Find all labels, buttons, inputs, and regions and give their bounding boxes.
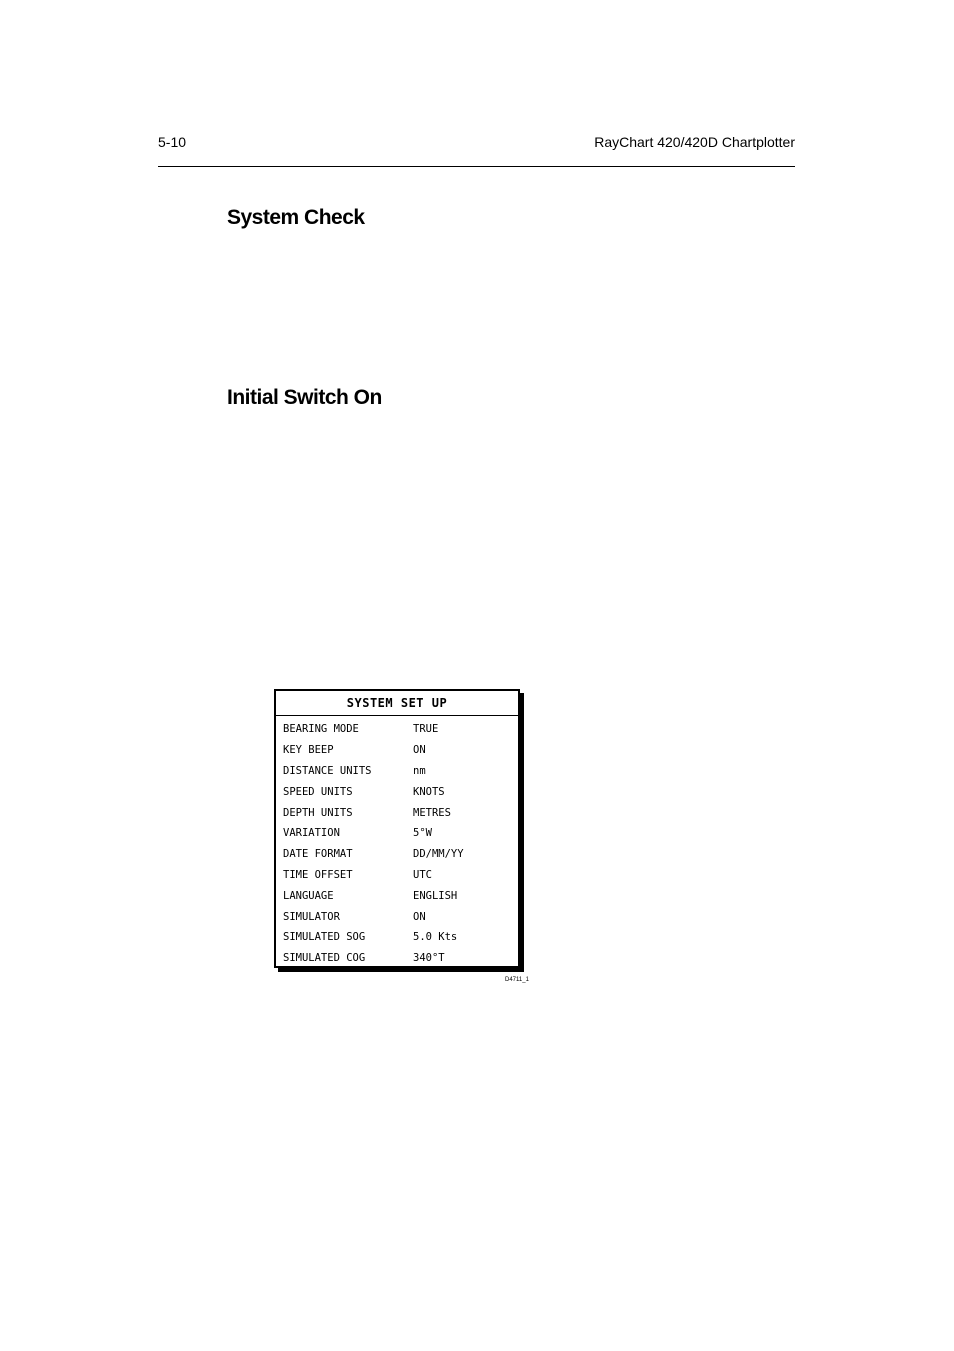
setting-value: 5°W xyxy=(413,827,432,840)
setting-label: SIMULATOR xyxy=(283,910,340,923)
setting-row-speed-units xyxy=(276,781,518,802)
setting-value: 340°T xyxy=(413,952,445,965)
setting-row-variation xyxy=(276,823,518,844)
system-set-up-screen xyxy=(274,689,520,968)
figure-id: D4711_1 xyxy=(505,977,529,983)
setting-row-simulated-cog xyxy=(276,948,518,969)
settings-list xyxy=(276,716,518,969)
setting-value: ENGLISH xyxy=(413,889,458,902)
page-number: 5-10 xyxy=(158,134,187,150)
setting-value: nm xyxy=(413,764,426,777)
setting-value: UTC xyxy=(413,868,432,881)
setting-row-language xyxy=(276,885,518,906)
setting-value: METRES xyxy=(413,806,451,819)
section-heading-initial-switch-on: Initial Switch On xyxy=(227,386,382,409)
setting-label: TIME OFFSET xyxy=(283,868,353,881)
setting-label: KEY BEEP xyxy=(283,744,334,757)
setting-row-distance-units xyxy=(276,761,518,782)
setting-row-bearing-mode xyxy=(276,719,518,740)
setting-label: LANGUAGE xyxy=(283,889,334,902)
setting-value: ON xyxy=(413,910,426,923)
running-title: RayChart 420/420D Chartplotter xyxy=(594,134,795,150)
setting-label: VARIATION xyxy=(283,827,340,840)
setting-value: KNOTS xyxy=(413,785,445,798)
setting-value: TRUE xyxy=(413,723,439,736)
screen-title: SYSTEM SET UP xyxy=(276,691,518,716)
setting-label: SIMULATED COG xyxy=(283,952,366,965)
setting-value: DD/MM/YY xyxy=(413,848,464,861)
setting-label: SIMULATED SOG xyxy=(283,931,366,944)
setting-row-simulator xyxy=(276,906,518,927)
setting-label: DEPTH UNITS xyxy=(283,806,353,819)
setting-label: SPEED UNITS xyxy=(283,785,353,798)
setting-label: BEARING MODE xyxy=(283,723,359,736)
setting-row-key-beep xyxy=(276,740,518,761)
setting-value: ON xyxy=(413,744,426,757)
setting-row-time-offset xyxy=(276,865,518,886)
header-divider xyxy=(158,166,795,167)
setting-label: DISTANCE UNITS xyxy=(283,764,372,777)
section-heading-system-check: System Check xyxy=(227,206,365,229)
setting-row-simulated-sog xyxy=(276,927,518,948)
setting-row-depth-units xyxy=(276,802,518,823)
setting-row-date-format xyxy=(276,844,518,865)
setting-value: 5.0 Kts xyxy=(413,931,458,944)
setting-label: DATE FORMAT xyxy=(283,848,353,861)
